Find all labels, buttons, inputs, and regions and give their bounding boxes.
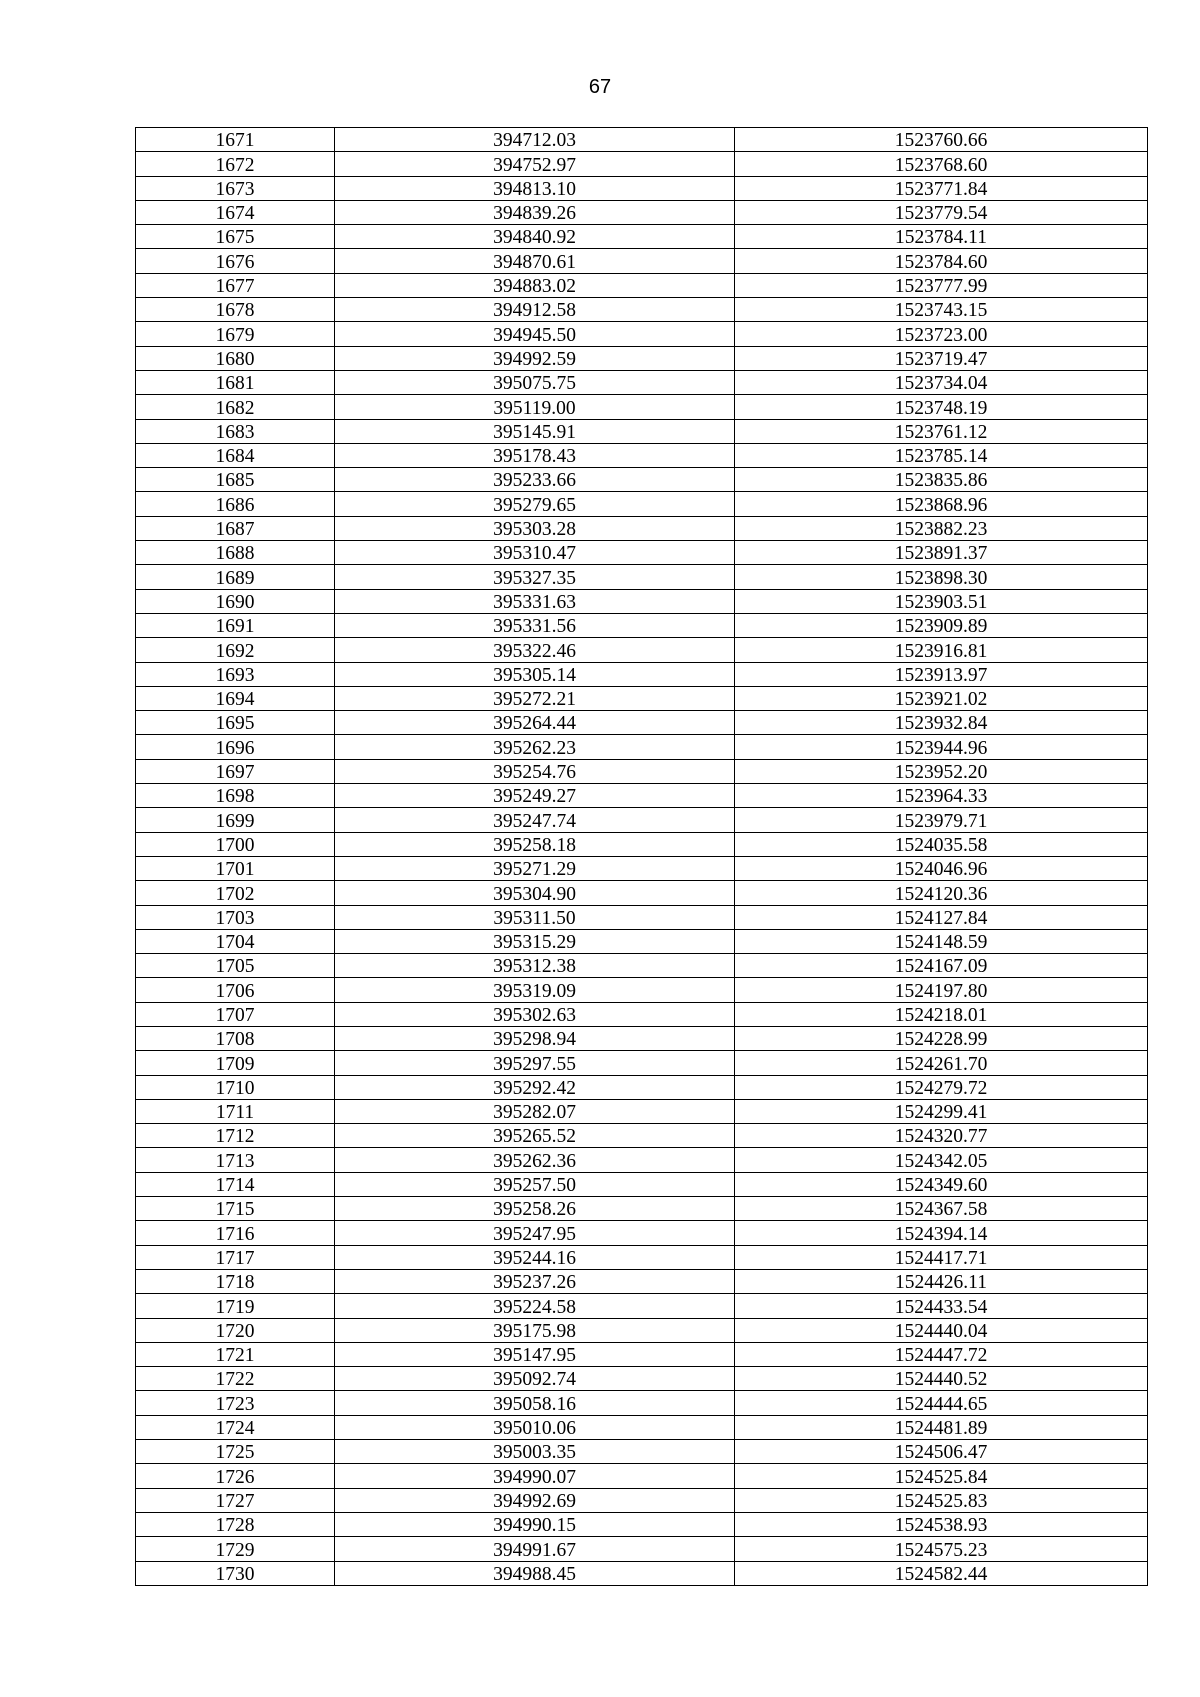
x-coordinate-cell: 395297.55 [335,1051,735,1075]
point-number-cell: 1683 [136,419,335,443]
x-coordinate-cell: 394990.07 [335,1464,735,1488]
table-row [136,1294,1148,1318]
x-coordinate-cell: 395010.06 [335,1415,735,1439]
y-coordinate-cell: 1523882.23 [735,516,1148,540]
y-coordinate-cell: 1524582.44 [735,1561,1148,1585]
table-row [136,808,1148,832]
point-number-cell: 1686 [136,492,335,516]
point-number-cell: 1718 [136,1269,335,1293]
point-number-cell: 1693 [136,662,335,686]
x-coordinate-cell: 395258.26 [335,1197,735,1221]
table-row [136,686,1148,710]
x-coordinate-cell: 395058.16 [335,1391,735,1415]
table-row [136,759,1148,783]
table-row [136,443,1148,467]
x-coordinate-cell: 395312.38 [335,954,735,978]
point-number-cell: 1720 [136,1318,335,1342]
x-coordinate-cell: 395319.09 [335,978,735,1002]
y-coordinate-cell: 1524342.05 [735,1148,1148,1172]
x-coordinate-cell: 394752.97 [335,152,735,176]
y-coordinate-cell: 1524167.09 [735,954,1148,978]
page-number: 67 [588,76,612,98]
x-coordinate-cell: 394839.26 [335,200,735,224]
y-coordinate-cell: 1523719.47 [735,346,1148,370]
point-number-cell: 1725 [136,1440,335,1464]
table-row [136,1221,1148,1245]
table-row [136,613,1148,637]
point-number-cell: 1692 [136,638,335,662]
y-coordinate-cell: 1523723.00 [735,322,1148,346]
point-number-cell: 1728 [136,1512,335,1536]
y-coordinate-cell: 1524046.96 [735,856,1148,880]
point-number-cell: 1671 [136,128,335,152]
point-number-cell: 1706 [136,978,335,1002]
x-coordinate-cell: 394883.02 [335,273,735,297]
x-coordinate-cell: 395264.44 [335,711,735,735]
point-number-cell: 1710 [136,1075,335,1099]
x-coordinate-cell: 395145.91 [335,419,735,443]
point-number-cell: 1674 [136,200,335,224]
y-coordinate-cell: 1523868.96 [735,492,1148,516]
y-coordinate-cell: 1524525.83 [735,1488,1148,1512]
coordinates-table [135,127,1148,1586]
point-number-cell: 1685 [136,468,335,492]
y-coordinate-cell: 1524035.58 [735,832,1148,856]
table-row [136,1099,1148,1123]
table-row [136,1440,1148,1464]
point-number-cell: 1678 [136,298,335,322]
y-coordinate-cell: 1524433.54 [735,1294,1148,1318]
y-coordinate-cell: 1523734.04 [735,370,1148,394]
x-coordinate-cell: 395224.58 [335,1294,735,1318]
y-coordinate-cell: 1523891.37 [735,541,1148,565]
table-row [136,978,1148,1002]
y-coordinate-cell: 1524426.11 [735,1269,1148,1293]
x-coordinate-cell: 395279.65 [335,492,735,516]
y-coordinate-cell: 1523835.86 [735,468,1148,492]
y-coordinate-cell: 1523785.14 [735,443,1148,467]
x-coordinate-cell: 394813.10 [335,176,735,200]
table-row [136,176,1148,200]
x-coordinate-cell: 395247.95 [335,1221,735,1245]
point-number-cell: 1717 [136,1245,335,1269]
point-number-cell: 1703 [136,905,335,929]
table-row [136,346,1148,370]
y-coordinate-cell: 1524447.72 [735,1342,1148,1366]
y-coordinate-cell: 1524538.93 [735,1512,1148,1536]
table-row [136,662,1148,686]
table-row [136,1367,1148,1391]
table-row [136,1075,1148,1099]
point-number-cell: 1694 [136,686,335,710]
point-number-cell: 1707 [136,1002,335,1026]
x-coordinate-cell: 395315.29 [335,929,735,953]
x-coordinate-cell: 395265.52 [335,1124,735,1148]
point-number-cell: 1677 [136,273,335,297]
x-coordinate-cell: 394992.59 [335,346,735,370]
table-row [136,468,1148,492]
x-coordinate-cell: 395331.56 [335,613,735,637]
y-coordinate-cell: 1523761.12 [735,419,1148,443]
y-coordinate-cell: 1523771.84 [735,176,1148,200]
point-number-cell: 1701 [136,856,335,880]
x-coordinate-cell: 394712.03 [335,128,735,152]
x-coordinate-cell: 394990.15 [335,1512,735,1536]
point-number-cell: 1697 [136,759,335,783]
y-coordinate-cell: 1524349.60 [735,1172,1148,1196]
table-row [136,370,1148,394]
x-coordinate-cell: 394912.58 [335,298,735,322]
y-coordinate-cell: 1524218.01 [735,1002,1148,1026]
table-row [136,905,1148,929]
point-number-cell: 1695 [136,711,335,735]
point-number-cell: 1688 [136,541,335,565]
y-coordinate-cell: 1523964.33 [735,784,1148,808]
table-row [136,273,1148,297]
table-row [136,200,1148,224]
y-coordinate-cell: 1523779.54 [735,200,1148,224]
x-coordinate-cell: 395147.95 [335,1342,735,1366]
table-row [136,856,1148,880]
point-number-cell: 1691 [136,613,335,637]
y-coordinate-cell: 1523913.97 [735,662,1148,686]
point-number-cell: 1712 [136,1124,335,1148]
table-row [136,1245,1148,1269]
y-coordinate-cell: 1523909.89 [735,613,1148,637]
table-row [136,1051,1148,1075]
table-row [136,419,1148,443]
table-row [136,1537,1148,1561]
y-coordinate-cell: 1524228.99 [735,1026,1148,1050]
table-row [136,1488,1148,1512]
table-row [136,1172,1148,1196]
point-number-cell: 1716 [136,1221,335,1245]
y-coordinate-cell: 1523903.51 [735,589,1148,613]
point-number-cell: 1696 [136,735,335,759]
point-number-cell: 1722 [136,1367,335,1391]
table-row [136,249,1148,273]
y-coordinate-cell: 1523944.96 [735,735,1148,759]
x-coordinate-cell: 394870.61 [335,249,735,273]
x-coordinate-cell: 395244.16 [335,1245,735,1269]
point-number-cell: 1730 [136,1561,335,1585]
point-number-cell: 1715 [136,1197,335,1221]
y-coordinate-cell: 1524481.89 [735,1415,1148,1439]
table-row [136,225,1148,249]
x-coordinate-cell: 395119.00 [335,395,735,419]
y-coordinate-cell: 1524148.59 [735,929,1148,953]
x-coordinate-cell: 395305.14 [335,662,735,686]
point-number-cell: 1705 [136,954,335,978]
x-coordinate-cell: 395233.66 [335,468,735,492]
y-coordinate-cell: 1524575.23 [735,1537,1148,1561]
table-row [136,152,1148,176]
table-row [136,881,1148,905]
table-row [136,516,1148,540]
x-coordinate-cell: 395271.29 [335,856,735,880]
y-coordinate-cell: 1524120.36 [735,881,1148,905]
table-row [136,784,1148,808]
y-coordinate-cell: 1524320.77 [735,1124,1148,1148]
point-number-cell: 1682 [136,395,335,419]
x-coordinate-cell: 395327.35 [335,565,735,589]
x-coordinate-cell: 395302.63 [335,1002,735,1026]
x-coordinate-cell: 395003.35 [335,1440,735,1464]
x-coordinate-cell: 395237.26 [335,1269,735,1293]
x-coordinate-cell: 395304.90 [335,881,735,905]
x-coordinate-cell: 395331.63 [335,589,735,613]
table-row [136,1512,1148,1536]
table-row [136,1124,1148,1148]
table-row [136,1561,1148,1585]
x-coordinate-cell: 395257.50 [335,1172,735,1196]
y-coordinate-cell: 1524299.41 [735,1099,1148,1123]
point-number-cell: 1721 [136,1342,335,1366]
table-row [136,1342,1148,1366]
table-row [136,589,1148,613]
table-row [136,929,1148,953]
point-number-cell: 1727 [136,1488,335,1512]
y-coordinate-cell: 1524127.84 [735,905,1148,929]
y-coordinate-cell: 1523952.20 [735,759,1148,783]
x-coordinate-cell: 395247.74 [335,808,735,832]
y-coordinate-cell: 1524440.04 [735,1318,1148,1342]
table-row [136,711,1148,735]
y-coordinate-cell: 1524444.65 [735,1391,1148,1415]
y-coordinate-cell: 1523916.81 [735,638,1148,662]
point-number-cell: 1699 [136,808,335,832]
y-coordinate-cell: 1524367.58 [735,1197,1148,1221]
table-row [136,322,1148,346]
table-row [136,638,1148,662]
y-coordinate-cell: 1524417.71 [735,1245,1148,1269]
table-row [136,1318,1148,1342]
x-coordinate-cell: 395254.76 [335,759,735,783]
x-coordinate-cell: 395310.47 [335,541,735,565]
x-coordinate-cell: 395178.43 [335,443,735,467]
table-row [136,395,1148,419]
y-coordinate-cell: 1524525.84 [735,1464,1148,1488]
point-number-cell: 1684 [136,443,335,467]
table-row [136,298,1148,322]
x-coordinate-cell: 395258.18 [335,832,735,856]
y-coordinate-cell: 1523768.60 [735,152,1148,176]
point-number-cell: 1690 [136,589,335,613]
point-number-cell: 1672 [136,152,335,176]
x-coordinate-cell: 395075.75 [335,370,735,394]
y-coordinate-cell: 1523932.84 [735,711,1148,735]
table-row [136,1464,1148,1488]
y-coordinate-cell: 1524197.80 [735,978,1148,1002]
point-number-cell: 1698 [136,784,335,808]
table-row [136,832,1148,856]
x-coordinate-cell: 395303.28 [335,516,735,540]
y-coordinate-cell: 1523784.11 [735,225,1148,249]
x-coordinate-cell: 395282.07 [335,1099,735,1123]
point-number-cell: 1729 [136,1537,335,1561]
coordinates-table-body [136,128,1148,1586]
x-coordinate-cell: 394840.92 [335,225,735,249]
y-coordinate-cell: 1523743.15 [735,298,1148,322]
table-row [136,1002,1148,1026]
x-coordinate-cell: 395249.27 [335,784,735,808]
x-coordinate-cell: 395262.23 [335,735,735,759]
y-coordinate-cell: 1523760.66 [735,128,1148,152]
point-number-cell: 1714 [136,1172,335,1196]
point-number-cell: 1709 [136,1051,335,1075]
table-row [136,541,1148,565]
point-number-cell: 1723 [136,1391,335,1415]
y-coordinate-cell: 1523979.71 [735,808,1148,832]
point-number-cell: 1711 [136,1099,335,1123]
x-coordinate-cell: 395262.36 [335,1148,735,1172]
y-coordinate-cell: 1524261.70 [735,1051,1148,1075]
point-number-cell: 1689 [136,565,335,589]
y-coordinate-cell: 1524394.14 [735,1221,1148,1245]
table-row [136,735,1148,759]
point-number-cell: 1673 [136,176,335,200]
y-coordinate-cell: 1523748.19 [735,395,1148,419]
point-number-cell: 1719 [136,1294,335,1318]
y-coordinate-cell: 1524506.47 [735,1440,1148,1464]
point-number-cell: 1680 [136,346,335,370]
point-number-cell: 1675 [136,225,335,249]
y-coordinate-cell: 1523784.60 [735,249,1148,273]
x-coordinate-cell: 394945.50 [335,322,735,346]
point-number-cell: 1700 [136,832,335,856]
point-number-cell: 1708 [136,1026,335,1050]
x-coordinate-cell: 395322.46 [335,638,735,662]
y-coordinate-cell: 1523777.99 [735,273,1148,297]
x-coordinate-cell: 394991.67 [335,1537,735,1561]
y-coordinate-cell: 1524279.72 [735,1075,1148,1099]
x-coordinate-cell: 395311.50 [335,905,735,929]
point-number-cell: 1704 [136,929,335,953]
point-number-cell: 1676 [136,249,335,273]
point-number-cell: 1726 [136,1464,335,1488]
point-number-cell: 1713 [136,1148,335,1172]
table-row [136,1197,1148,1221]
table-row [136,954,1148,978]
y-coordinate-cell: 1524440.52 [735,1367,1148,1391]
point-number-cell: 1681 [136,370,335,394]
x-coordinate-cell: 395272.21 [335,686,735,710]
table-row [136,565,1148,589]
table-row [136,1148,1148,1172]
table-row [136,1415,1148,1439]
point-number-cell: 1687 [136,516,335,540]
point-number-cell: 1724 [136,1415,335,1439]
table-row [136,1026,1148,1050]
table-row [136,492,1148,516]
table-row [136,1391,1148,1415]
point-number-cell: 1679 [136,322,335,346]
y-coordinate-cell: 1523921.02 [735,686,1148,710]
x-coordinate-cell: 394988.45 [335,1561,735,1585]
x-coordinate-cell: 395175.98 [335,1318,735,1342]
x-coordinate-cell: 395092.74 [335,1367,735,1391]
point-number-cell: 1702 [136,881,335,905]
y-coordinate-cell: 1523898.30 [735,565,1148,589]
table-row [136,1269,1148,1293]
x-coordinate-cell: 395298.94 [335,1026,735,1050]
x-coordinate-cell: 395292.42 [335,1075,735,1099]
table-row [136,128,1148,152]
x-coordinate-cell: 394992.69 [335,1488,735,1512]
